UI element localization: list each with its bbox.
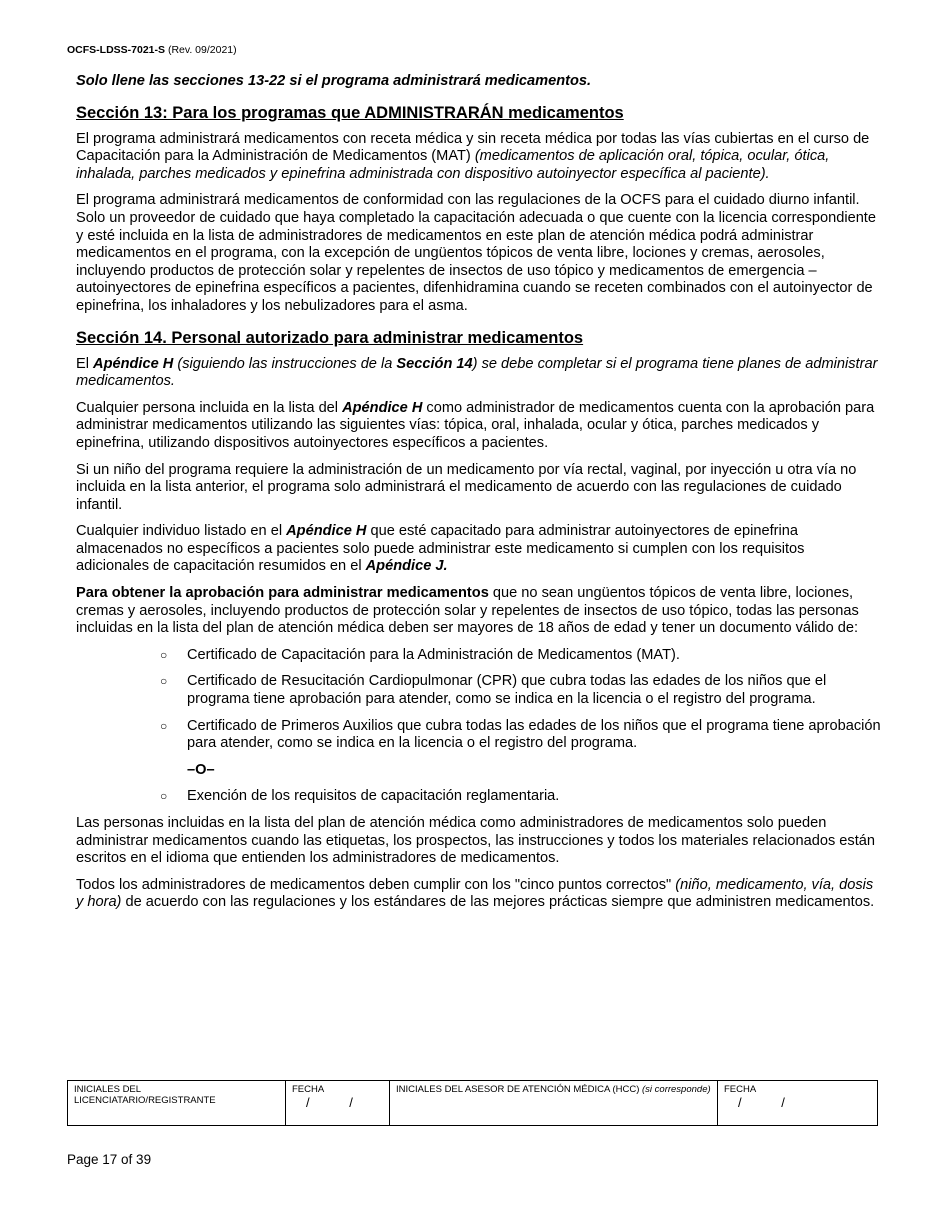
section-13-paragraph-2: El programa administrará medicamentos de conformidad con las regulaciones de la OCFS para el cuidado diurno infantil. Solo un proveedor de cuidado que haya completado la capacitación adecuada o que cuente con la licencia correspondiente y esté incluida en la lista de administradores de medicamentos en este plan de atención médica podrá administrar medicamentos en el programa, con la excepción de ungüentos tópicos de venta libre, lociones y cremas, aerosoles, incluyendo productos de protección solar y repelentes de insectos de uso tópico y medicamentos de emergencia – autoinyectores de epinefrina específicos a pacientes, difenhidramina cuando se receten combinados con el autoinyector de epinefrina, los inhaladores y los nebulizadores para el asma. [76,192,876,314]
section-13-heading: Sección 13: Para los programas que ADMINISTRARÁN medicamentos [76,103,624,122]
hcc-initials-field[interactable]: INICIALES DEL ASESOR DE ATENCIÓN MÉDICA (HCC) (si corresponde) [390,1081,718,1126]
circle-bullet-icon: ○ [160,718,168,733]
intro-note: Solo llene las secciones 13-22 si el programa administrará medicamentos. [76,73,592,89]
form-code: OCFS-LDSS-7021-S [67,44,166,56]
list-item: ○ Certificado de Capacitación para la Administración de Medicamentos (MAT). [160,646,680,663]
section-14-paragraph-4: Cualquier individuo listado en el Apéndice H que esté capacitado para administrar autoinyectores de epinefrina almacenados no específicos a pacientes solo puede administrar este medicamento si cumplen con los requisitos adicionales de capacitación resumidos en el Apéndice J. [76,523,805,575]
exemption-list [76,788,881,806]
section-14-paragraph-7: Todos los administradores de medicamentos deben cumplir con los "cinco puntos correctos" (niño, medicamento, vía, dosis y hora) de acuerdo con las regulaciones y los estándares de las mejores prácticas siempre que administren medicamentos. [76,876,875,911]
circle-bullet-icon: ○ [160,789,168,804]
list-item: ○ Certificado de Resucitación Cardiopulmonar (CPR) que cubra todas las edades de los niños que el programa tiene aprobación para atender, como se indica en la licencia o el registro del programa. [160,673,827,708]
main-content [76,73,881,921]
circle-bullet-icon: ○ [160,647,168,662]
list-item: ○ Certificado de Primeros Auxilios que cubra todas las edades de los niños que el programa tiene aprobación para atender, como se indica en la licencia o el registro del programa. [160,717,881,752]
form-identifier [67,44,237,56]
date-field-2[interactable]: FECHA / / [718,1081,878,1126]
form-revision: (Rev. 09/2021) [167,44,237,56]
requirements-list [76,647,881,753]
list-item: ○ Exención de los requisitos de capacitación reglamentaria. [160,788,560,805]
licensee-initials-field[interactable]: INICIALES DEL LICENCIATARIO/REGISTRANTE [68,1081,286,1126]
signature-table [67,1080,878,1126]
circle-bullet-icon: ○ [160,674,168,689]
section-14-paragraph-1: El Apéndice H (siguiendo las instrucciones de la Sección 14) se debe completar si el programa tiene planes de administrar medicamentos. [76,355,878,390]
section-13-paragraph-1: El programa administrará medicamentos con receta médica y sin receta médica por todas las vías cubiertas en el curso de Capacitación para la Administración de Medicamentos (MAT) (medicamentos de aplicación oral, tópica, ocular, ótica, inhalada, parches medicados y epinefrina administrada con dispositivo autoinyector específica al paciente). [76,130,870,182]
section-14-paragraph-3: Si un niño del programa requiere la administración de un medicamento por vía rectal, vaginal, por inyección u otra vía no incluida en la lista anterior, el programa solo administrará el medicamento de acuerdo con las regulaciones de cuidado infantil. [76,461,857,513]
section-14-paragraph-2: Cualquier persona incluida en la lista del Apéndice H como administrador de medicamentos cuenta con la aprobación para administrar medicamentos utilizando las siguientes vías: tópica, oral, inhalada, ocular y ótica, parches medicados y epinefrina, utilizando dispositivos autoinyectores específicos a pacientes. [76,399,875,451]
or-separator: –O– [187,761,215,778]
section-14-heading: Sección 14. Personal autorizado para administrar medicamentos [76,328,584,347]
date-field-1[interactable]: FECHA / / [286,1081,390,1126]
section-14-paragraph-5: Para obtener la aprobación para administrar medicamentos que no sean ungüentos tópicos de venta libre, lociones, cremas y aerosoles, incluyendo productos de protección solar y repelentes de insectos de uso tópico, todas las personas incluidas en la lista del plan de atención médica deben ser mayores de 18 años de edad y tener un documento válido de: [76,585,859,637]
section-14-paragraph-6: Las personas incluidas en la lista del plan de atención médica como administradores de medicamentos solo pueden administrar medicamentos cuando las etiquetas, los prospectos, las instrucciones y todos los materiales relacionados están escritos en el idioma que entienden los administradores de medicamentos. [76,815,876,867]
page-number: Page 17 of 39 [67,1152,152,1167]
